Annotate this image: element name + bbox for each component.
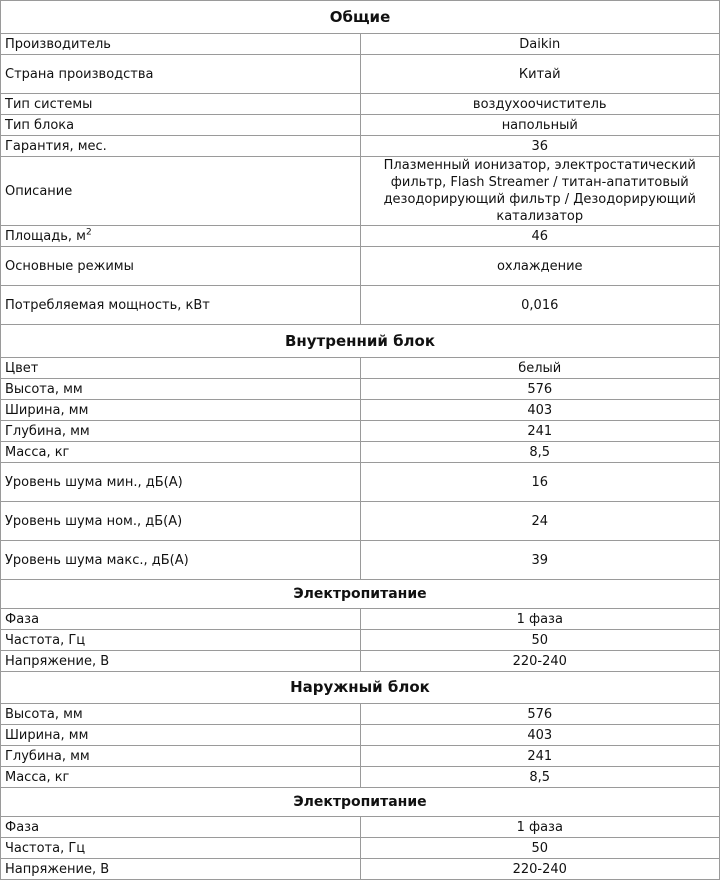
section-title-outdoor-unit: Наружный блок bbox=[1, 672, 720, 704]
section-title-indoor-unit: Внутренний блок bbox=[1, 325, 720, 358]
row-label: Фаза bbox=[1, 609, 361, 630]
table-row bbox=[1, 746, 720, 767]
row-label: Напряжение, В bbox=[1, 859, 361, 880]
row-label: Описание bbox=[1, 157, 361, 226]
row-label: Страна производства bbox=[1, 55, 361, 94]
subsection-header-row bbox=[1, 580, 720, 609]
table-row bbox=[1, 463, 720, 502]
table-row bbox=[1, 541, 720, 580]
row-value: 8,5 bbox=[360, 767, 720, 788]
row-value: 241 bbox=[360, 421, 720, 442]
table-row bbox=[1, 358, 720, 379]
row-value: 1 фаза bbox=[360, 817, 720, 838]
row-value: 241 bbox=[360, 746, 720, 767]
table-row bbox=[1, 704, 720, 725]
row-value: 16 bbox=[360, 463, 720, 502]
subsection-header-row bbox=[1, 788, 720, 817]
row-value: 220-240 bbox=[360, 859, 720, 880]
table-row bbox=[1, 379, 720, 400]
row-value: охлаждение bbox=[360, 247, 720, 286]
row-value: 36 bbox=[360, 136, 720, 157]
row-label: Глубина, мм bbox=[1, 746, 361, 767]
table-row bbox=[1, 817, 720, 838]
row-label-with-unit bbox=[1, 226, 361, 247]
row-value: 50 bbox=[360, 838, 720, 859]
section-header-row bbox=[1, 1, 720, 34]
table-row bbox=[1, 630, 720, 651]
table-row bbox=[1, 247, 720, 286]
row-value: 8,5 bbox=[360, 442, 720, 463]
table-row bbox=[1, 400, 720, 421]
row-value: 1 фаза bbox=[360, 609, 720, 630]
row-value: Daikin bbox=[360, 34, 720, 55]
row-label: Уровень шума ном., дБ(А) bbox=[1, 502, 361, 541]
table-row bbox=[1, 838, 720, 859]
row-label: Гарантия, мес. bbox=[1, 136, 361, 157]
row-label: Уровень шума мин., дБ(А) bbox=[1, 463, 361, 502]
table-row bbox=[1, 502, 720, 541]
row-label: Масса, кг bbox=[1, 442, 361, 463]
row-value: 0,016 bbox=[360, 286, 720, 325]
row-value: 220-240 bbox=[360, 651, 720, 672]
row-value: белый bbox=[360, 358, 720, 379]
row-label: Производитель bbox=[1, 34, 361, 55]
row-label: Потребляемая мощность, кВт bbox=[1, 286, 361, 325]
table-row bbox=[1, 157, 720, 226]
row-label: Тип системы bbox=[1, 94, 361, 115]
table-row bbox=[1, 94, 720, 115]
row-label: Уровень шума макс., дБ(А) bbox=[1, 541, 361, 580]
row-value: 46 bbox=[360, 226, 720, 247]
row-value: воздухоочиститель bbox=[360, 94, 720, 115]
section-header-row bbox=[1, 672, 720, 704]
row-value: 24 bbox=[360, 502, 720, 541]
table-row bbox=[1, 859, 720, 880]
row-label-text: Площадь, м bbox=[5, 228, 86, 244]
row-label: Высота, мм bbox=[1, 704, 361, 725]
row-value: 576 bbox=[360, 704, 720, 725]
table-row bbox=[1, 226, 720, 247]
row-value: 39 bbox=[360, 541, 720, 580]
row-value: Плазменный ионизатор, электростатический фильтр, Flash Streamer / титан-апатитовый дезодорирующий фильтр / Дезодорирующий катализатор bbox=[360, 157, 720, 226]
row-value: 50 bbox=[360, 630, 720, 651]
row-value: 403 bbox=[360, 725, 720, 746]
row-label: Основные режимы bbox=[1, 247, 361, 286]
row-label: Масса, кг bbox=[1, 767, 361, 788]
row-label: Ширина, мм bbox=[1, 400, 361, 421]
table-row bbox=[1, 725, 720, 746]
row-label: Напряжение, В bbox=[1, 651, 361, 672]
table-row bbox=[1, 651, 720, 672]
subsection-title-indoor-power: Электропитание bbox=[1, 580, 720, 609]
row-value: 576 bbox=[360, 379, 720, 400]
table-row bbox=[1, 136, 720, 157]
row-label: Глубина, мм bbox=[1, 421, 361, 442]
row-label: Ширина, мм bbox=[1, 725, 361, 746]
table-row bbox=[1, 609, 720, 630]
row-label: Цвет bbox=[1, 358, 361, 379]
table-row bbox=[1, 442, 720, 463]
subsection-title-outdoor-power: Электропитание bbox=[1, 788, 720, 817]
row-value: Китай bbox=[360, 55, 720, 94]
table-row bbox=[1, 421, 720, 442]
row-label: Частота, Гц bbox=[1, 630, 361, 651]
section-title-general: Общие bbox=[1, 1, 720, 34]
row-value: 403 bbox=[360, 400, 720, 421]
table-row bbox=[1, 115, 720, 136]
row-label: Частота, Гц bbox=[1, 838, 361, 859]
row-label: Высота, мм bbox=[1, 379, 361, 400]
unit-superscript: 2 bbox=[85, 227, 92, 238]
table-row bbox=[1, 34, 720, 55]
row-label: Фаза bbox=[1, 817, 361, 838]
row-label: Тип блока bbox=[1, 115, 361, 136]
table-row bbox=[1, 55, 720, 94]
section-header-row bbox=[1, 325, 720, 358]
table-row bbox=[1, 767, 720, 788]
row-value: напольный bbox=[360, 115, 720, 136]
table-row bbox=[1, 286, 720, 325]
